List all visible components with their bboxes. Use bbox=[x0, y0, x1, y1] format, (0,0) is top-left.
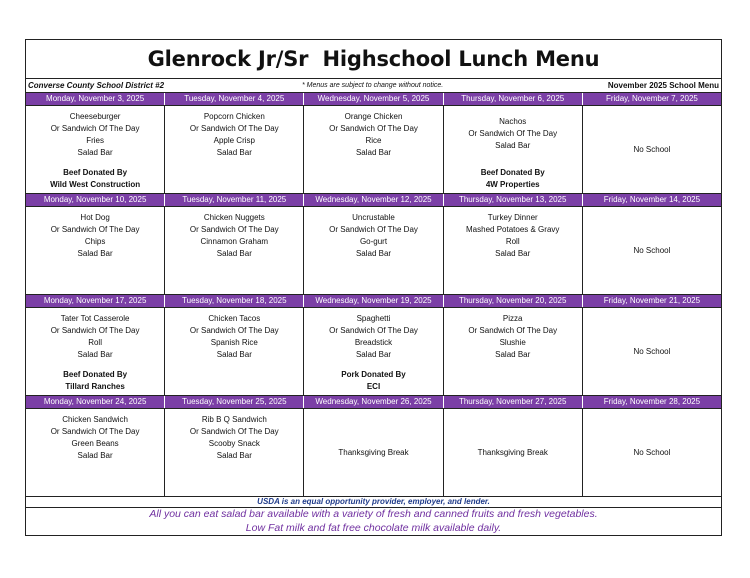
menu-items bbox=[444, 207, 582, 260]
day-date-header: Tuesday, November 18, 2025 bbox=[165, 295, 304, 307]
day-date-header: Friday, November 21, 2025 bbox=[603, 296, 701, 305]
day-menu-cell bbox=[165, 207, 304, 294]
day-date-header: Friday, November 28, 2025 bbox=[603, 397, 701, 406]
menu-item: Or Sandwich Of The Day bbox=[50, 427, 140, 436]
day-date-header: Monday, November 10, 2025 bbox=[26, 194, 165, 206]
day-menu-cell bbox=[583, 207, 721, 294]
donation-line: ECI bbox=[366, 382, 381, 391]
menu-items bbox=[444, 106, 582, 152]
day-date-header: Thursday, November 27, 2025 bbox=[444, 396, 583, 408]
day-note: No School bbox=[633, 245, 671, 255]
day-date-header: Wednesday, November 5, 2025 bbox=[304, 93, 443, 105]
menu-item: Rib B Q Sandwich bbox=[201, 415, 267, 424]
week-row bbox=[26, 193, 721, 294]
week-row bbox=[26, 92, 721, 193]
day-menu-cell bbox=[583, 106, 721, 193]
day-header-row bbox=[26, 193, 721, 207]
menu-items bbox=[26, 207, 164, 260]
milk-note: Low Fat milk and fat free chocolate milk available daily. bbox=[245, 521, 502, 534]
day-menu-row bbox=[26, 207, 721, 294]
day-menu-cell bbox=[165, 308, 304, 395]
day-note: Thanksgiving Break bbox=[477, 447, 548, 457]
menu-item: Salad Bar bbox=[216, 148, 252, 157]
menu-item: Green Beans bbox=[71, 439, 119, 448]
menu-items bbox=[165, 106, 303, 159]
menu-item: Cinnamon Graham bbox=[200, 237, 269, 246]
menu-item: Uncrustable bbox=[352, 213, 395, 222]
donation-line: Beef Donated By bbox=[480, 168, 545, 177]
menu-item: Chicken Tacos bbox=[208, 314, 261, 323]
day-date-header: Friday, November 7, 2025 bbox=[605, 94, 698, 103]
day-date-header: Wednesday, November 12, 2025 bbox=[304, 194, 443, 206]
day-note: Thanksgiving Break bbox=[338, 447, 409, 457]
menu-item: Salad Bar bbox=[216, 249, 252, 258]
menu-item: Cheeseburger bbox=[69, 112, 121, 121]
day-date-header: Tuesday, November 25, 2025 bbox=[165, 396, 304, 408]
day-date-header: Wednesday, November 19, 2025 bbox=[304, 295, 443, 307]
day-date-header: Wednesday, November 26, 2025 bbox=[304, 396, 443, 408]
menu-item: Fries bbox=[86, 136, 104, 145]
donation-credit bbox=[444, 167, 582, 191]
menu-item: Salad Bar bbox=[355, 350, 392, 359]
menu-notice: * Menus are subject to change without notice. bbox=[302, 82, 444, 89]
day-menu-cell bbox=[304, 308, 443, 395]
day-menu-cell bbox=[26, 409, 165, 496]
day-date-header: Thursday, November 6, 2025 bbox=[444, 93, 583, 105]
menu-item: Or Sandwich Of The Day bbox=[50, 225, 140, 234]
page-title: Glenrock Jr/Sr Highschool Lunch Menu bbox=[147, 47, 600, 71]
menu-item: Salad Bar bbox=[77, 148, 113, 157]
menu-item: Or Sandwich Of The Day bbox=[50, 124, 140, 133]
day-menu-cell bbox=[444, 308, 583, 395]
menu-item: Salad Bar bbox=[77, 350, 113, 359]
day-menu-cell bbox=[444, 409, 583, 496]
donation-line: 4W Properties bbox=[485, 180, 540, 189]
day-note: No School bbox=[633, 447, 671, 457]
menu-item: Salad Bar bbox=[355, 148, 392, 157]
menu-item: Or Sandwich Of The Day bbox=[50, 326, 140, 335]
donation-line: Beef Donated By bbox=[63, 168, 128, 177]
day-menu-row bbox=[26, 106, 721, 193]
donation-line: Tillard Ranches bbox=[65, 382, 125, 391]
menu-item: Mashed Potatoes & Gravy bbox=[466, 225, 560, 234]
menu-item: Or Sandwich Of The Day bbox=[468, 326, 558, 335]
menu-item: Nachos bbox=[499, 117, 527, 126]
menu-item: Salad Bar bbox=[355, 249, 392, 258]
day-menu-row bbox=[26, 409, 721, 496]
week-row bbox=[26, 294, 721, 395]
day-menu-cell bbox=[444, 207, 583, 294]
day-menu-cell bbox=[304, 207, 443, 294]
day-menu-row bbox=[26, 308, 721, 395]
menu-item: Go-gurt bbox=[359, 237, 388, 246]
menu-item: Spaghetti bbox=[356, 314, 391, 323]
donation-credit bbox=[304, 369, 442, 393]
day-menu-cell bbox=[26, 308, 165, 395]
menu-item: Salad Bar bbox=[77, 249, 113, 258]
day-date-header: Monday, November 17, 2025 bbox=[26, 295, 165, 307]
day-menu-cell bbox=[304, 409, 443, 496]
district-name: Converse County School District #2 bbox=[28, 81, 165, 90]
menu-item: Popcorn Chicken bbox=[203, 112, 265, 121]
menu-items bbox=[304, 106, 442, 159]
menu-item: Orange Chicken bbox=[344, 112, 403, 121]
menu-item: Or Sandwich Of The Day bbox=[189, 326, 279, 335]
menu-item: Salad Bar bbox=[495, 249, 531, 258]
menu-item: Breadstick bbox=[354, 338, 393, 347]
day-header-row bbox=[26, 395, 721, 409]
title-row bbox=[26, 40, 721, 79]
menu-item: Salad Bar bbox=[216, 350, 252, 359]
donation-credit bbox=[26, 369, 164, 393]
donation-line: Wild West Construction bbox=[50, 180, 141, 189]
day-header-row bbox=[26, 92, 721, 106]
day-menu-cell bbox=[583, 308, 721, 395]
menu-item: Roll bbox=[505, 237, 520, 246]
day-note: No School bbox=[633, 346, 671, 356]
day-date-header: Tuesday, November 4, 2025 bbox=[165, 93, 304, 105]
menu-item: Apple Crisp bbox=[213, 136, 255, 145]
menu-item: Or Sandwich Of The Day bbox=[329, 326, 418, 335]
day-menu-cell bbox=[444, 106, 583, 193]
day-header-row bbox=[26, 294, 721, 308]
day-date-header: Thursday, November 20, 2025 bbox=[444, 295, 583, 307]
usda-statement: USDA is an equal opportunity provider, employer, and lender. bbox=[26, 496, 721, 508]
menu-item: Chips bbox=[84, 237, 106, 246]
menu-item: Pizza bbox=[502, 314, 523, 323]
menu-items bbox=[165, 207, 303, 260]
menu-items bbox=[165, 409, 303, 462]
day-menu-cell bbox=[165, 106, 304, 193]
menu-item: Or Sandwich Of The Day bbox=[189, 427, 279, 436]
menu-item: Scooby Snack bbox=[208, 439, 260, 448]
menu-items bbox=[26, 106, 164, 159]
menu-item: Slushie bbox=[499, 338, 526, 347]
menu-month-label: November 2025 School Menu bbox=[607, 81, 719, 90]
day-menu-cell bbox=[26, 207, 165, 294]
day-menu-cell bbox=[26, 106, 165, 193]
menu-item: Spanish Rice bbox=[210, 338, 258, 347]
menu-items bbox=[444, 308, 582, 361]
menu-item: Salad Bar bbox=[216, 451, 252, 460]
day-note: No School bbox=[633, 144, 671, 154]
menu-item: Tater Tot Casserole bbox=[60, 314, 130, 323]
menu-item: Or Sandwich Of The Day bbox=[329, 124, 418, 133]
menu-item: Salad Bar bbox=[495, 141, 531, 150]
menu-calendar-grid bbox=[26, 92, 721, 496]
week-row bbox=[26, 395, 721, 496]
menu-item: Turkey Dinner bbox=[487, 213, 538, 222]
day-date-header: Thursday, November 13, 2025 bbox=[444, 194, 583, 206]
donation-line: Pork Donated By bbox=[341, 370, 406, 379]
menu-item: Chicken Sandwich bbox=[62, 415, 128, 424]
menu-item: Or Sandwich Of The Day bbox=[189, 124, 279, 133]
day-menu-cell bbox=[583, 409, 721, 496]
day-date-header: Friday, November 14, 2025 bbox=[603, 195, 701, 204]
menu-item: Hot Dog bbox=[80, 213, 110, 222]
menu-items bbox=[26, 308, 164, 361]
day-menu-cell bbox=[165, 409, 304, 496]
menu-item: Or Sandwich Of The Day bbox=[329, 225, 418, 234]
menu-item: Or Sandwich Of The Day bbox=[468, 129, 558, 138]
menu-item: Salad Bar bbox=[495, 350, 531, 359]
menu-items bbox=[304, 207, 442, 260]
menu-items bbox=[165, 308, 303, 361]
menu-item: Roll bbox=[88, 338, 102, 347]
menu-item: Or Sandwich Of The Day bbox=[189, 225, 279, 234]
day-date-header: Monday, November 24, 2025 bbox=[26, 396, 165, 408]
menu-item: Salad Bar bbox=[77, 451, 113, 460]
footer-notes bbox=[26, 508, 721, 537]
day-menu-cell bbox=[304, 106, 443, 193]
menu-items bbox=[304, 308, 442, 361]
donation-credit bbox=[26, 167, 164, 191]
menu-item: Rice bbox=[365, 136, 382, 145]
day-date-header: Monday, November 3, 2025 bbox=[26, 93, 165, 105]
info-row bbox=[26, 79, 721, 92]
donation-line: Beef Donated By bbox=[63, 370, 128, 379]
salad-bar-note: All you can eat salad bar available with a variety of fresh and canned fruits and fresh vegetables. bbox=[149, 508, 598, 520]
menu-item: Chicken Nuggets bbox=[203, 213, 265, 222]
menu-items bbox=[26, 409, 164, 462]
day-date-header: Tuesday, November 11, 2025 bbox=[165, 194, 304, 206]
menu-sheet bbox=[25, 39, 722, 536]
